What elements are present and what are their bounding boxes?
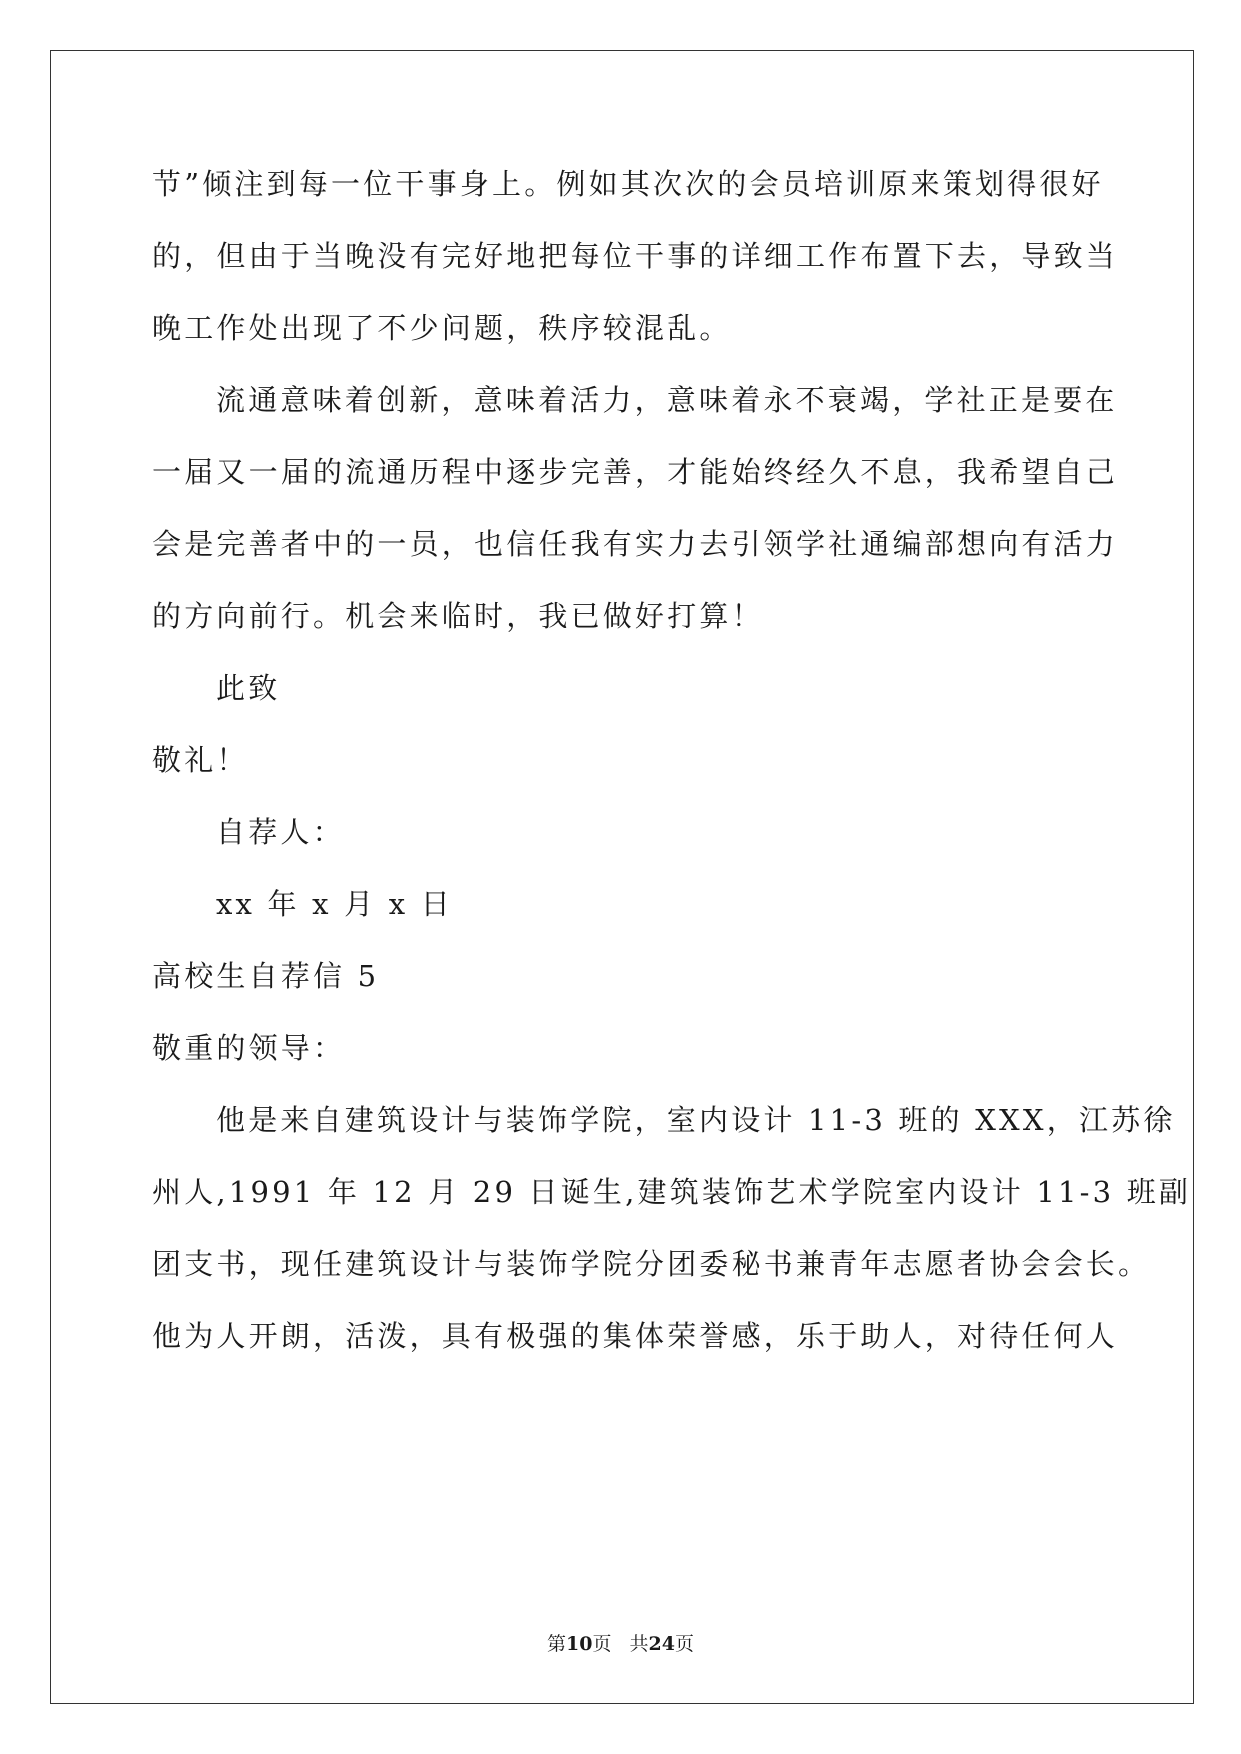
text-line: 流通意味着创新，意味着活力，意味着永不衰竭，学社正是要在 xyxy=(216,383,1118,417)
footer-page-unit: 页 xyxy=(592,1633,612,1655)
total-pages-number: 24 xyxy=(648,1633,675,1655)
page-footer xyxy=(0,1632,1241,1656)
closing-regards: 敬礼！ xyxy=(152,743,249,777)
footer-total-prefix: 共 xyxy=(629,1633,649,1655)
text-line: 他为人开朗，活泼，具有极强的集体荣誉感，乐于助人，对待任何人 xyxy=(152,1319,1119,1353)
text-line: 团支书，现任建筑设计与装饰学院分团委秘书兼青年志愿者协会会长。 xyxy=(152,1247,1151,1281)
current-page-number: 10 xyxy=(566,1633,593,1655)
text-line: 晚工作处出现了不少问题，秩序较混乱。 xyxy=(152,311,732,345)
signature-label: 自荐人： xyxy=(216,815,345,849)
footer-total-unit: 页 xyxy=(674,1633,694,1655)
page-border xyxy=(50,50,1194,1704)
text-line: 会是完善者中的一员，也信任我有实力去引领学社通编部想向有活力 xyxy=(152,527,1119,561)
text-line: 他是来自建筑设计与装饰学院，室内设计 11-3 班的 XXX，江苏徐 xyxy=(216,1103,1176,1137)
text-line: 州人,1991 年 12 月 29 日诞生,建筑装饰艺术学院室内设计 11-3 班副 xyxy=(152,1175,1192,1209)
date-line: xx 年 x 月 x 日 xyxy=(216,887,453,921)
text-line: 一届又一届的流通历程中逐步完善，才能始终经久不息，我希望自己 xyxy=(152,455,1119,489)
footer-prefix: 第 xyxy=(547,1633,567,1655)
section-title: 高校生自荐信 5 xyxy=(152,959,380,993)
closing-salutation: 此致 xyxy=(216,671,281,705)
greeting: 敬重的领导： xyxy=(152,1031,346,1065)
text-line: 节”倾注到每一位干事身上。例如其次次的会员培训原来策划得很好 xyxy=(152,167,1104,201)
text-line: 的方向前行。机会来临时，我已做好打算！ xyxy=(152,599,764,633)
text-line: 的，但由于当晚没有完好地把每位干事的详细工作布置下去，导致当 xyxy=(152,239,1119,273)
